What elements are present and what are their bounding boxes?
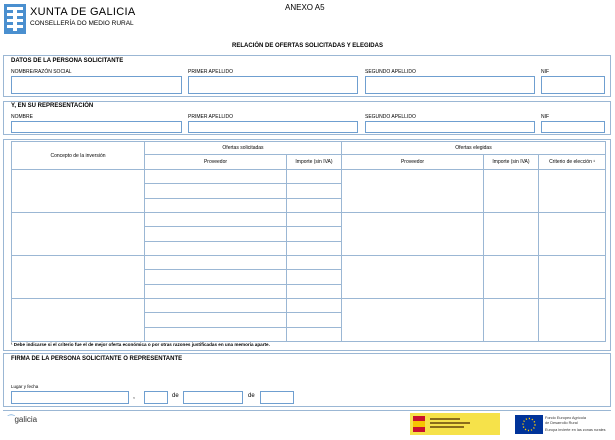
chosen-criterion-cell[interactable]	[538, 169, 606, 213]
chosen-criterion-cell[interactable]	[538, 298, 606, 342]
applicant-surname1-field[interactable]	[188, 76, 358, 94]
sub-row-divider	[144, 226, 287, 227]
month-field[interactable]	[183, 391, 243, 404]
concept-cell[interactable]	[11, 169, 145, 213]
galicia-swoosh-icon: ⁀	[8, 415, 15, 424]
year-field[interactable]	[260, 391, 294, 404]
eu-fund-line3: Europa invierte en las zonas rurales	[545, 428, 606, 432]
applicant-heading: DATOS DE LA PERSONA SOLICITANTE	[11, 58, 124, 64]
chosen-criterion-cell[interactable]	[538, 255, 606, 299]
sub-row-divider	[286, 312, 342, 313]
rep-surname1-field[interactable]	[188, 121, 358, 133]
chosen-provider-cell[interactable]	[341, 169, 484, 213]
sub-row-divider	[144, 183, 287, 184]
galicia-brand-text: galicia	[14, 415, 38, 424]
applicant-name-field[interactable]	[11, 76, 182, 94]
rep-surname2-field[interactable]	[365, 121, 535, 133]
req-amount-cell[interactable]	[286, 298, 342, 342]
chosen-amount-cell[interactable]	[483, 298, 539, 342]
chosen-provider-cell[interactable]	[341, 298, 484, 342]
de-separator-2: de	[248, 393, 255, 399]
sub-row-divider	[286, 241, 342, 242]
spain-ministry-logo-icon	[410, 413, 500, 435]
concept-cell[interactable]	[11, 298, 145, 342]
applicant-name-label: NOMBRE/RAZÓN SOCIAL	[11, 69, 72, 75]
sub-row-divider	[144, 269, 287, 270]
rep-name-field[interactable]	[11, 121, 182, 133]
footer-divider	[3, 410, 611, 411]
chosen-provider-cell[interactable]	[341, 212, 484, 256]
sub-row-divider	[286, 183, 342, 184]
page-title: RELACIÓN DE OFERTAS SOLICITADAS Y ELEGIDAS	[232, 43, 383, 49]
req-amount-cell[interactable]	[286, 169, 342, 213]
galicia-brand	[8, 415, 37, 424]
eu-fund-line2: de Desarrollo Rural	[545, 421, 578, 425]
eu-fund-text	[545, 416, 606, 433]
chosen-amount-cell[interactable]	[483, 212, 539, 256]
eu-fund-line1: Fondo Europeo Agrícola	[545, 416, 586, 420]
table-footnote: ¹ Debe indicarse si el criterio fue el de mejor oferta económica o por otras razones justificadas en una memoria aparte.	[11, 342, 270, 347]
rep-surname2-label: SEGUNDO APELLIDO	[365, 114, 416, 120]
xunta-logo-icon	[4, 4, 26, 34]
rep-nif-field[interactable]	[541, 121, 605, 133]
chosen-header: Ofertas elegidas	[341, 141, 606, 155]
sub-row-divider	[144, 284, 287, 285]
applicant-surname1-label: PRIMER APELLIDO	[188, 69, 234, 75]
chosen-provider-header: Proveedor	[341, 154, 484, 170]
chosen-criterion-header: Criterio de elección ¹	[538, 154, 606, 170]
place-date-label: Lugar y fecha	[11, 384, 39, 389]
sub-row-divider	[144, 312, 287, 313]
org-name: XUNTA DE GALICIA	[30, 6, 136, 18]
annex-label: ANEXO A5	[285, 3, 325, 12]
eu-flag-icon	[515, 415, 543, 434]
applicant-nif-field[interactable]	[541, 76, 605, 94]
req-provider-cell[interactable]	[144, 169, 287, 213]
applicant-surname2-label: SEGUNDO APELLIDO	[365, 69, 416, 75]
rep-name-label: NOMBRE	[11, 114, 33, 120]
sub-row-divider	[144, 198, 287, 199]
req-provider-header: Proveedor	[144, 154, 287, 170]
concept-header: Concepto de la inversión	[11, 141, 145, 170]
signature-heading: FIRMA DE LA PERSONA SOLICITANTE O REPRESENTANTE	[11, 356, 183, 362]
sub-row-divider	[144, 327, 287, 328]
sub-row-divider	[144, 241, 287, 242]
rep-nif-label: NIF	[541, 114, 550, 120]
org-department: CONSELLERÍA DO MEDIO RURAL	[30, 20, 134, 27]
req-amount-header: Importe (sin IVA)	[286, 154, 342, 170]
req-provider-cell[interactable]	[144, 212, 287, 256]
requested-header: Ofertas solicitadas	[144, 141, 342, 155]
concept-cell[interactable]	[11, 255, 145, 299]
rep-surname1-label: PRIMER APELLIDO	[188, 114, 234, 120]
comma-separator: ,	[133, 393, 135, 400]
sub-row-divider	[286, 269, 342, 270]
chosen-amount-header: Importe (sin IVA)	[483, 154, 539, 170]
req-provider-cell[interactable]	[144, 255, 287, 299]
sub-row-divider	[286, 284, 342, 285]
req-amount-cell[interactable]	[286, 255, 342, 299]
representation-heading: Y, EN SU REPRESENTACIÓN	[11, 103, 94, 109]
concept-cell[interactable]	[11, 212, 145, 256]
sub-row-divider	[286, 198, 342, 199]
day-field[interactable]	[144, 391, 168, 404]
applicant-surname2-field[interactable]	[365, 76, 535, 94]
place-field[interactable]	[11, 391, 129, 404]
chosen-criterion-cell[interactable]	[538, 212, 606, 256]
chosen-provider-cell[interactable]	[341, 255, 484, 299]
sub-row-divider	[286, 226, 342, 227]
chosen-amount-cell[interactable]	[483, 169, 539, 213]
req-provider-cell[interactable]	[144, 298, 287, 342]
sub-row-divider	[286, 327, 342, 328]
chosen-amount-cell[interactable]	[483, 255, 539, 299]
de-separator-1: de	[172, 393, 179, 399]
req-amount-cell[interactable]	[286, 212, 342, 256]
applicant-nif-label: NIF	[541, 69, 550, 75]
